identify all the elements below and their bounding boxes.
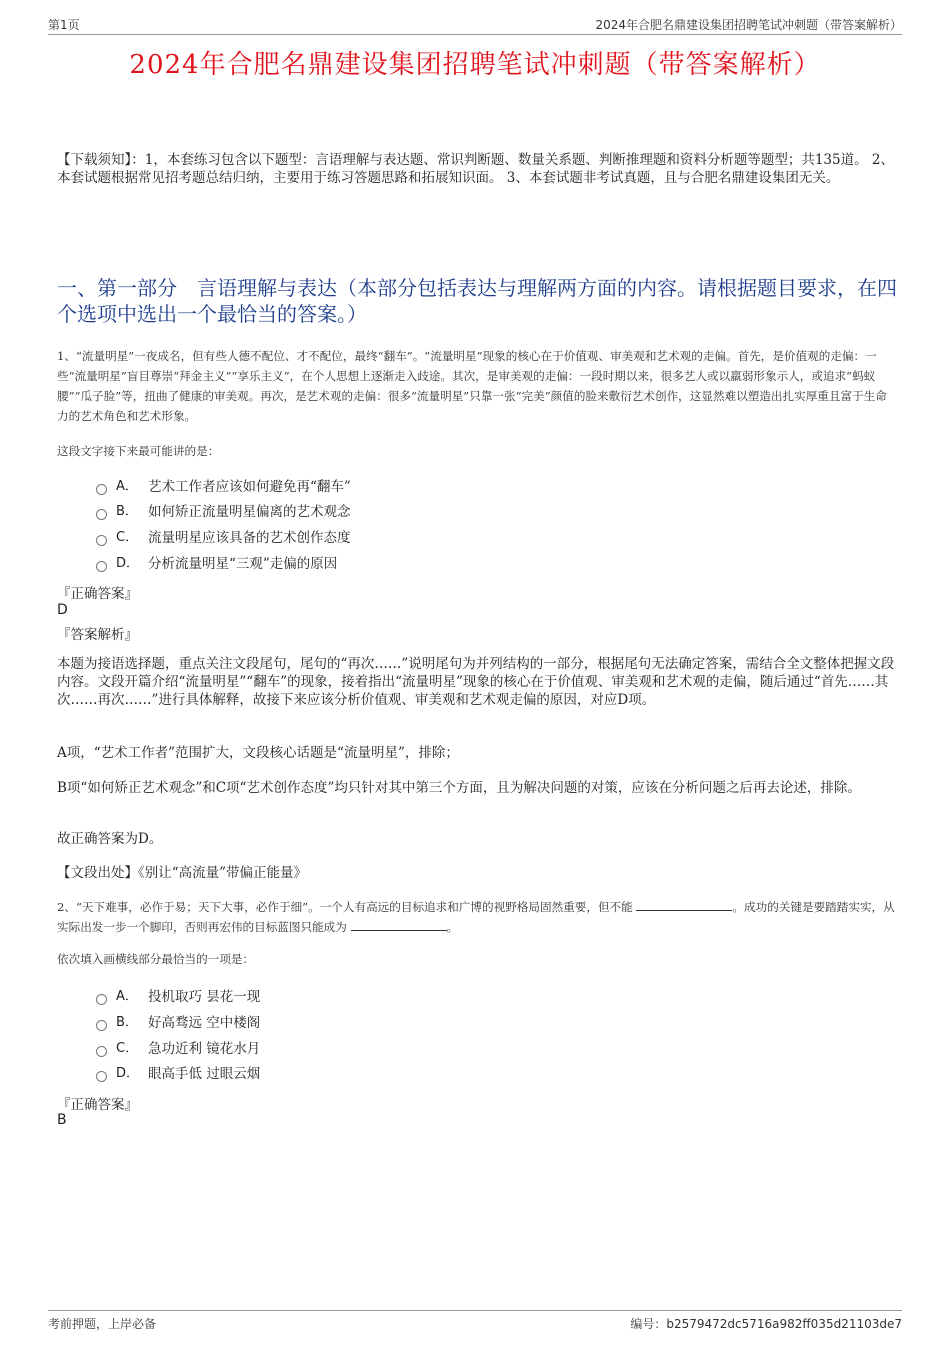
page-footer [48, 1310, 902, 1331]
q1-answer-label: 『正确答案』 [57, 586, 138, 602]
code-label: 编号： [630, 1317, 667, 1331]
q1-option-b[interactable] [96, 502, 351, 522]
radio-icon[interactable] [96, 484, 107, 495]
option-text: 好高骛远 空中楼阁 [148, 1015, 261, 1031]
q1-option-a[interactable] [96, 477, 351, 497]
option-text: 投机取巧 昙花一现 [148, 989, 261, 1005]
q1-analysis-paragraph: 本题为接语选择题，重点关注文段尾句，尾句的“再次……”说明尾句为并列结构的一部分，根据尾句无法确定答案，需结合全文整体把握文段内容。文段开篇介绍“流量明星”“翻车”的现象，接着指出“流量明星”现象的核心在于价值观、审美观和艺术观的走偏，随后通过“首先……其次……再次……”进行具体解释，故接下来应该分析价值观、审美观和艺术观走偏的原因，对应D项。 [57, 656, 895, 708]
download-notice: 【下载须知】：1，本套练习包含以下题型：言语理解与表达题、常识判断题、数量关系题、判断推理题和资料分析题等题型；共135道。 2、本套试题根据常见招考题总结归纳，主要用于练习答题思路和拓展知识面。 3、本套试题非考试真题，且与合肥名鼎建设集团无关。 [57, 152, 894, 186]
section-heading: 一、第一部分 言语理解与表达（本部分包括表达与理解两方面的内容。请根据题目要求，在四个选项中选出一个最恰当的答案。） [57, 276, 897, 326]
question-1-prompt: 这段文字接下来最可能讲的是： [57, 444, 220, 458]
option-letter: D． [116, 1066, 140, 1081]
q1-analysis-paragraph: B项“如何矫正艺术观念”和C项“艺术创作态度”均只针对其中第三个方面，且为解决问题的对策，应该在分析问题之后再去论述，排除。 [57, 780, 861, 796]
q2-answer: B [57, 1112, 67, 1128]
radio-icon[interactable] [96, 561, 107, 572]
option-letter: A． [116, 479, 138, 494]
radio-icon[interactable] [96, 1071, 107, 1082]
question-1-text: 1、“流量明星”一夜成名，但有些人德不配位、才不配位，最终“翻车”。“流量明星”现象的核心在于价值观、审美观和艺术观的走偏。首先，是价值观的走偏：一些“流量明星”盲目尊崇“拜金主义”“享乐主义”，在个人思想上逐渐走入歧途。其次，是审美观的走偏：一段时期以来，很多艺人或以羸弱形象示人，或追求“蚂蚁腰”“瓜子脸”等，扭曲了健康的审美观。再次，是艺术观的走偏：很多“流量明星”只靠一张“完美”颜值的脸来敷衍艺术创作，这显然难以塑造出扎实厚重且富于生命力的艺术角色和艺术形象。 [57, 349, 887, 423]
fill-blank [351, 918, 447, 931]
option-letter: C． [116, 530, 139, 545]
option-letter: B． [116, 1015, 138, 1030]
document-title: 2024年合肥名鼎建设集团招聘笔试冲刺题（带答案解析） [129, 50, 821, 80]
radio-icon[interactable] [96, 535, 107, 546]
option-text: 流量明星应该具备的艺术创作态度 [148, 530, 351, 546]
q2-answer-label: 『正确答案』 [57, 1097, 138, 1113]
q2-option-c[interactable] [96, 1039, 260, 1059]
page-number: 第1页 [48, 18, 80, 32]
q1-option-d[interactable] [96, 554, 337, 574]
q2-option-b[interactable] [96, 1013, 260, 1033]
radio-icon[interactable] [96, 1020, 107, 1031]
fill-blank [636, 898, 732, 911]
radio-icon[interactable] [96, 994, 107, 1005]
question-2-text: 2、“天下难事，必作于易；天下大事，必作于细”。一个人有高远的目标追求和广博的视野格局固然重要，但不能 。成功的关键是要踏踏实实，从实际出发一步一个脚印，否则再宏伟的目标蓝图只能成为 。 [57, 900, 895, 934]
option-text: 眼高手低 过眼云烟 [148, 1066, 261, 1082]
option-text: 艺术工作者应该如何避免再“翻车” [148, 479, 351, 495]
code-value: b2579472dc5716a982ff035d21103de7 [666, 1317, 902, 1331]
radio-icon[interactable] [96, 509, 107, 520]
question-2-prompt: 依次填入画横线部分最恰当的一项是： [57, 952, 255, 966]
option-text: 如何矫正流量明星偏离的艺术观念 [148, 504, 351, 520]
page-header [48, 16, 902, 35]
q1-analysis-paragraph: A项，“艺术工作者”范围扩大，文段核心话题是“流量明星”，排除； [57, 745, 459, 761]
q1-source: 【文段出处】《别让“高流量”带偏正能量》 [57, 865, 308, 881]
footer-code [630, 1315, 902, 1332]
option-letter: D． [116, 556, 140, 571]
option-text: 急功近利 镜花水月 [148, 1041, 261, 1057]
option-letter: A． [116, 989, 138, 1004]
radio-icon[interactable] [96, 1046, 107, 1057]
option-letter: C． [116, 1041, 139, 1056]
footer-slogan: 考前押题，上岸必备 [48, 1317, 157, 1331]
q1-answer: D [57, 602, 68, 618]
option-text: 分析流量明星“三观”走偏的原因 [148, 556, 338, 572]
q1-analysis-paragraph: 故正确答案为D。 [57, 831, 163, 847]
header-doc-title: 2024年合肥名鼎建设集团招聘笔试冲刺题（带答案解析） [595, 18, 902, 32]
q2-option-d[interactable] [96, 1064, 260, 1084]
q1-option-c[interactable] [96, 528, 351, 548]
option-letter: B． [116, 504, 138, 519]
q2-option-a[interactable] [96, 987, 260, 1007]
q1-analysis-label: 『答案解析』 [57, 627, 138, 643]
